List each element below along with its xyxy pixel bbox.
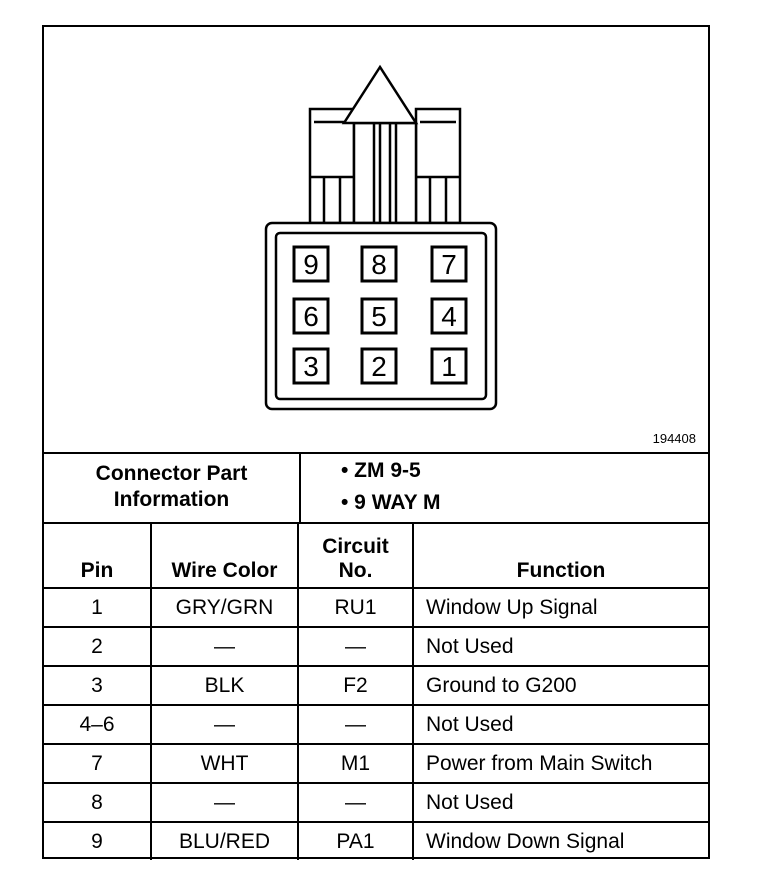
cell-wire-color: BLK: [151, 666, 298, 705]
cell-pin: 4–6: [44, 705, 151, 744]
cell-wire-color: —: [151, 627, 298, 666]
header-circuit: [298, 524, 413, 588]
header-wire-color: Wire Color: [151, 524, 298, 588]
table-row: [44, 588, 708, 627]
connector-sheet: [42, 25, 710, 859]
cell-wire-color: WHT: [151, 744, 298, 783]
header-function: Function: [413, 524, 708, 588]
pin-3-label: 3: [303, 351, 319, 382]
cell-circuit: —: [298, 783, 413, 822]
table-row: [44, 744, 708, 783]
pin-6-label: 6: [303, 301, 319, 332]
cell-circuit: —: [298, 627, 413, 666]
table-row: [44, 666, 708, 705]
connector-info-label-line1: Connector Part: [95, 462, 248, 485]
connector-diagram: [44, 27, 708, 454]
pin-1-label: 1: [441, 351, 457, 382]
pin-table-header: [44, 524, 708, 588]
connector-info-items: [300, 452, 708, 523]
connector-info-label: [44, 452, 300, 523]
table-row: [44, 783, 708, 822]
pin-table: [44, 524, 708, 860]
connector-drawing: [44, 27, 708, 452]
cell-function: Not Used: [413, 783, 708, 822]
cell-circuit: RU1: [298, 588, 413, 627]
cell-function: Ground to G200: [413, 666, 708, 705]
cell-wire-color: —: [151, 705, 298, 744]
cell-function: Window Down Signal: [413, 822, 708, 860]
cell-wire-color: —: [151, 783, 298, 822]
cell-function: Not Used: [413, 705, 708, 744]
cell-circuit: PA1: [298, 822, 413, 860]
cell-pin: 3: [44, 666, 151, 705]
connector-info-table: [44, 452, 708, 524]
table-row: [44, 627, 708, 666]
cell-pin: 8: [44, 783, 151, 822]
cell-circuit: —: [298, 705, 413, 744]
cell-pin: 1: [44, 588, 151, 627]
connector-info-item: • 9 WAY M: [341, 491, 441, 514]
pin-7-label: 7: [441, 249, 457, 280]
cell-pin: 9: [44, 822, 151, 860]
pin-8-label: 8: [371, 249, 387, 280]
pin-4-label: 4: [441, 301, 457, 332]
cell-function: Not Used: [413, 627, 708, 666]
cell-function: Power from Main Switch: [413, 744, 708, 783]
header-pin: Pin: [44, 524, 151, 588]
pin-2-label: 2: [371, 351, 387, 382]
figure-number: 194408: [652, 431, 696, 446]
cell-function: Window Up Signal: [413, 588, 708, 627]
cell-circuit: M1: [298, 744, 413, 783]
pin-5-label: 5: [371, 301, 387, 332]
cell-wire-color: GRY/GRN: [151, 588, 298, 627]
cell-wire-color: BLU/RED: [151, 822, 298, 860]
table-row: [44, 705, 708, 744]
table-row: [44, 822, 708, 860]
header-circuit-line2: No.: [338, 559, 373, 582]
pin-9-label: 9: [303, 249, 319, 280]
header-circuit-line1: Circuit: [322, 535, 389, 558]
cell-circuit: F2: [298, 666, 413, 705]
connector-info-label-line2: Information: [113, 488, 230, 511]
connector-info-item: • ZM 9-5: [341, 459, 421, 482]
cell-pin: 7: [44, 744, 151, 783]
cell-pin: 2: [44, 627, 151, 666]
